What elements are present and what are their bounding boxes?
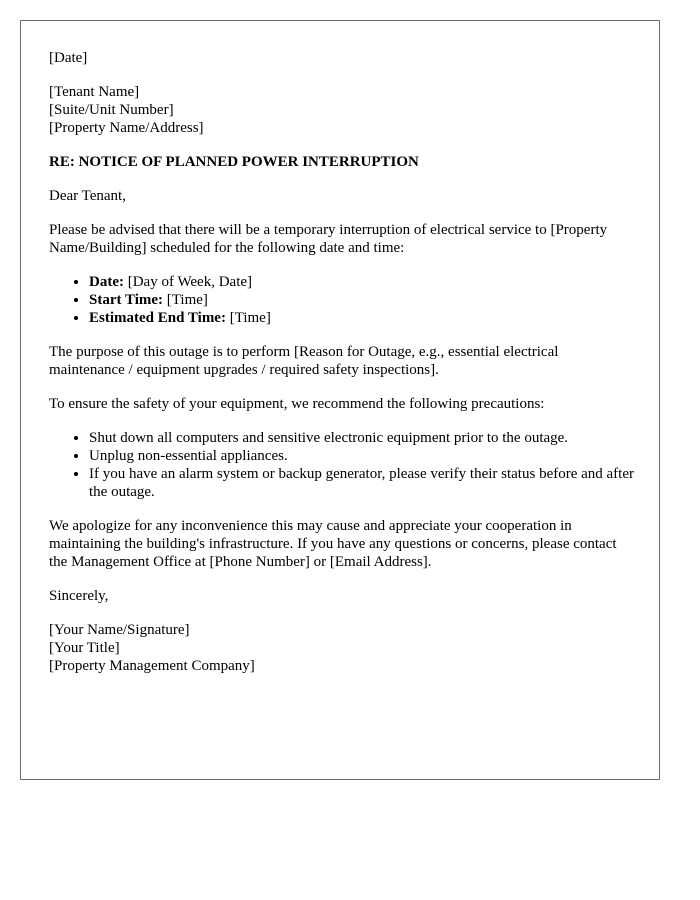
schedule-value: [Time]	[163, 292, 208, 308]
schedule-item-date	[89, 273, 634, 291]
recipient-block	[49, 83, 634, 137]
schedule-value: [Time]	[225, 310, 271, 326]
salutation: Dear Tenant,	[49, 188, 126, 204]
precautions-list	[49, 429, 634, 501]
precaution-item: • Unplug non-essential appliances.	[89, 447, 634, 465]
schedule-list	[49, 273, 634, 327]
closing-paragraph: We apologize for any inconvenience this may cause and appreciate your cooperation in maintaining the building's infrastructure. If you have any questions or concerns, please contact the Management Office at [Phone Number] or [Email Address].	[49, 518, 617, 570]
signature-block	[49, 621, 634, 675]
intro-paragraph: Please be advised that there will be a temporary interruption of electrical service to [Property Name/Building] scheduled for the following date and time:	[49, 222, 608, 256]
letter-date: [Date]	[49, 50, 88, 66]
schedule-label: Estimated End Time:	[89, 310, 226, 326]
recipient-unit: [Suite/Unit Number]	[49, 102, 174, 118]
schedule-label: Date:	[89, 274, 124, 290]
schedule-item-end-time	[89, 309, 634, 327]
recipient-property: [Property Name/Address]	[49, 120, 204, 136]
schedule-item-start-time	[89, 291, 634, 309]
letter-body	[49, 49, 634, 691]
signature-title: [Your Title]	[49, 640, 120, 656]
letter-page	[20, 20, 660, 780]
signature-company: [Property Management Company]	[49, 658, 255, 674]
subject-line: RE: NOTICE OF PLANNED POWER INTERRUPTION	[49, 154, 419, 170]
recipient-name: [Tenant Name]	[49, 84, 140, 100]
valediction: Sincerely,	[49, 588, 109, 604]
precautions-intro: To ensure the safety of your equipment, we recommend the following precautions:	[49, 396, 545, 412]
precaution-item: • Shut down all computers and sensitive electronic equipment prior to the outage.	[89, 429, 634, 447]
purpose-paragraph: The purpose of this outage is to perform [Reason for Outage, e.g., essential electrical maintenance / equipment upgrades / required safety inspections].	[49, 344, 559, 378]
schedule-label: Start Time:	[89, 292, 164, 308]
schedule-value: [Day of Week, Date]	[123, 274, 253, 290]
precaution-item: • If you have an alarm system or backup generator, please verify their status before and after the outage.	[89, 465, 634, 501]
signature-name: [Your Name/Signature]	[49, 622, 190, 638]
